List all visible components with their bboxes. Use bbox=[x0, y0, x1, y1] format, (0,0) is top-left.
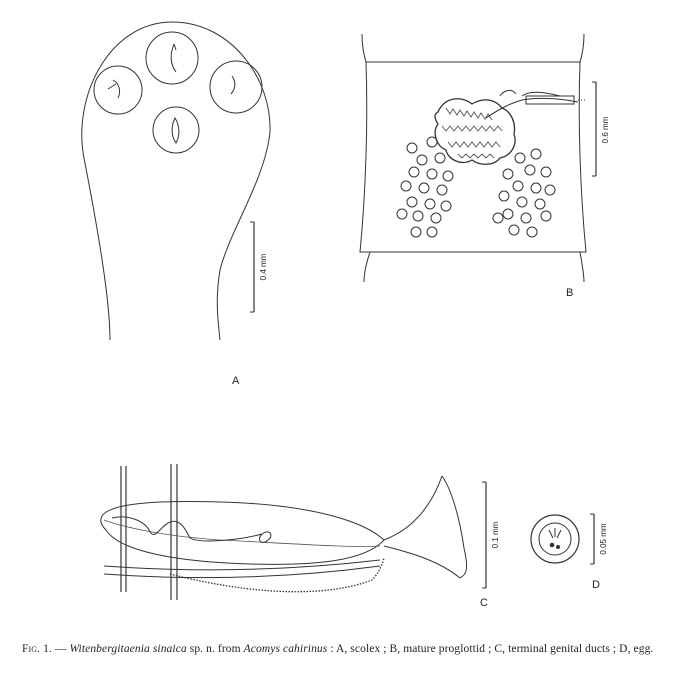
egg-outer-shell bbox=[531, 515, 579, 563]
scale-label-c: 0.1 mm bbox=[491, 521, 500, 549]
caption-description: : A, scolex ; B, mature proglottid ; C, terminal genital ducts ; D, egg. bbox=[327, 643, 654, 655]
cirrus-duct-coil bbox=[112, 517, 271, 543]
panel-label-b: B bbox=[566, 287, 574, 299]
sucker-top-middle bbox=[146, 32, 198, 84]
panel-a-scolex bbox=[82, 22, 270, 387]
egg-embryo bbox=[539, 523, 571, 555]
caption-figure-number: Fig. 1. bbox=[22, 643, 52, 655]
caption-species: Witenbergitaenia sinaica bbox=[69, 643, 187, 655]
panel-label-d: D bbox=[592, 579, 600, 591]
genital-atrium-funnel bbox=[384, 476, 467, 578]
caption-host: Acomys cahirinus bbox=[243, 643, 328, 655]
panel-c-genital-ducts bbox=[101, 464, 500, 609]
scale-label-b: 0.6 mm bbox=[601, 116, 610, 144]
caption-dash: — bbox=[51, 643, 70, 655]
caption-sp: sp. n. from bbox=[186, 643, 244, 655]
testes-right bbox=[493, 149, 555, 237]
panel-label-c: C bbox=[480, 597, 488, 609]
sucker-top-right bbox=[210, 61, 262, 113]
proglottid-bottom-segment bbox=[364, 252, 584, 282]
vagina-duct bbox=[104, 560, 380, 578]
proglottid-outline bbox=[360, 62, 586, 252]
scale-label-a: 0.4 mm bbox=[259, 253, 268, 281]
proglottid-top-segment bbox=[362, 34, 584, 62]
testes-left bbox=[397, 137, 453, 237]
cirrus-sac-outline bbox=[101, 502, 384, 565]
scolex-outline bbox=[82, 22, 270, 340]
panel-label-a: A bbox=[232, 375, 240, 387]
scale-label-d: 0.05 mm bbox=[599, 523, 608, 555]
sucker-bottom bbox=[153, 107, 199, 153]
sucker-top-left bbox=[94, 66, 142, 114]
figure-caption bbox=[22, 642, 662, 656]
panel-d-egg bbox=[531, 514, 608, 591]
panel-b-proglottid bbox=[360, 34, 610, 299]
